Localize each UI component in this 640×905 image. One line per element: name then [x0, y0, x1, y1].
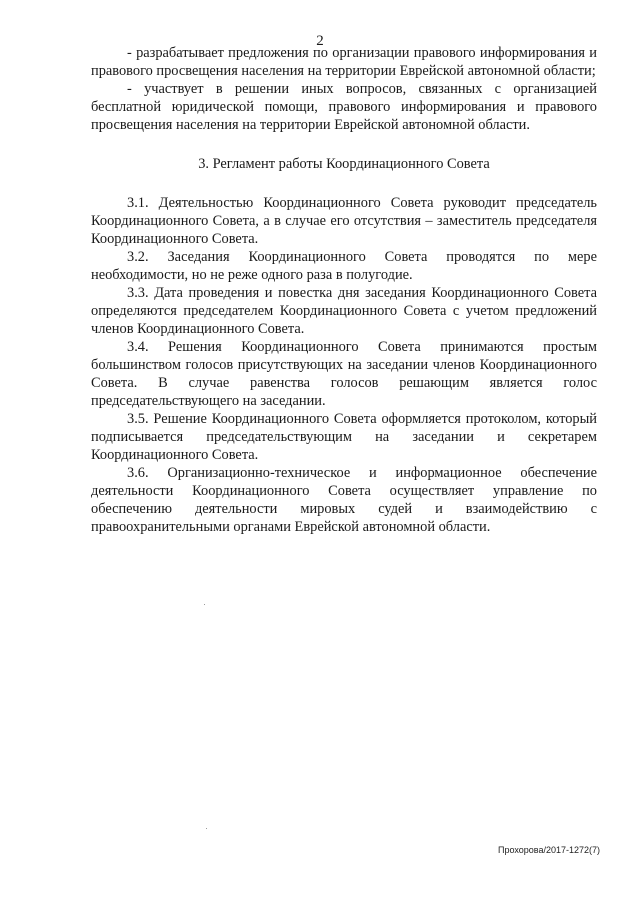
clause-3-5: 3.5. Решение Координационного Совета оформляется протоколом, который подписывается председательствующим на заседании и секретарем Координационного Совета. [91, 411, 597, 463]
clause-3-1: 3.1. Деятельностью Координационного Совета руководит председатель Координационного Совета, а в случае его отсутствия – заместитель председателя Координационного Совета. [91, 195, 597, 247]
section-title: 3. Регламент работы Координационного Совета [198, 156, 490, 172]
clause-3-6: 3.6. Организационно-техническое и информационное обеспечение деятельности Координационного Совета осуществляет управление по обеспечению деятельности мировых судей и взаимодействию с правоохранительными органами Еврейской автономной области. [91, 465, 597, 535]
list-item-other-questions: - участвует в решении иных вопросов, связанных с организацией бесплатной юридической помощи, правового информирования и правового просвещения населения на территории Еврейской автономной области. [91, 81, 597, 133]
clause-3-4: 3.4. Решения Координационного Совета принимаются простым большинством голосов присутствующих на заседании членов Координационного Совета. В случае равенства голосов решающим является голос председательствующего на заседании. [91, 339, 597, 409]
document-body [91, 44, 597, 536]
clause-3-3: 3.3. Дата проведения и повестка дня заседания Координационного Совета определяются председателем Координационного Совета с учетом предложений членов Координационного Совета. [91, 285, 597, 337]
scan-speck [204, 604, 205, 605]
clause-3-2: 3.2. Заседания Координационного Совета проводятся по мере необходимости, но не реже одного раза в полугодие. [91, 249, 597, 283]
page-number: 2 [316, 33, 324, 49]
list-item-proposals: - разрабатывает предложения по организации правового информирования и правового просвещения населения на территории Еврейской автономной области; [91, 45, 597, 79]
document-registration-code: Прохорова/2017-1272(7) [497, 845, 600, 855]
scan-speck [206, 828, 207, 829]
